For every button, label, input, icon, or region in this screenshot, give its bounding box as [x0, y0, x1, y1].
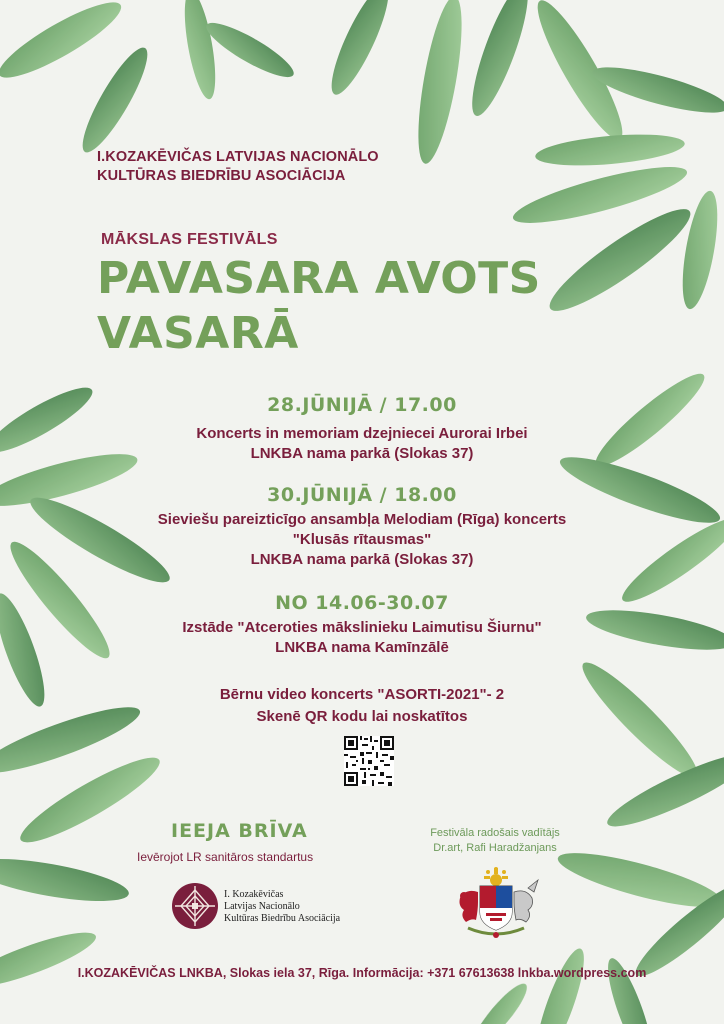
entry-subtitle: Ievērojot LR sanitāros standartus [137, 850, 314, 864]
festival-title-line1: PAVASARA AVOTS [97, 253, 541, 304]
festival-lead [410, 826, 580, 856]
logo-text-line3: Kultūras Biedrību Asociācija [224, 913, 341, 924]
video-concert [0, 684, 724, 728]
coat-of-arms-icon [448, 866, 544, 942]
event-line: Sieviešu pareizticīgo ansambļa Melodiam (Rīga) koncerts [157, 511, 567, 528]
festival-title-line2: VASARĀ [97, 308, 299, 359]
logo-text [224, 889, 340, 925]
organization-name [97, 148, 457, 186]
event-line: LNKBA nama Kamīnzālē [275, 639, 449, 656]
event-line: LNKBA nama parkā (Slokas 37) [250, 445, 474, 462]
event-date: NO 14.06-30.07 [275, 592, 449, 614]
event-line: LNKBA nama parkā (Slokas 37) [250, 551, 474, 568]
event-1 [0, 394, 724, 464]
event-line: "Klusās rītausmas" [292, 531, 432, 548]
event-date: 28.JŪNIJĀ / 17.00 [267, 394, 457, 416]
event-3 [0, 592, 724, 658]
event-date: 30.JŪNIJĀ / 18.00 [267, 484, 457, 506]
video-line2: Skenē QR kodu lai noskatītos [256, 708, 468, 725]
event-line: Izstāde "Atceroties mākslinieku Laimutisu Šiurnu" [182, 619, 542, 636]
entry-title: IEEJA BRĪVA [171, 820, 308, 842]
logo-text-line1: I. Kozakēvičas [224, 889, 284, 900]
festival-lead-line1: Festivāla radošais vadītājs [430, 827, 560, 839]
festival-title [97, 251, 557, 361]
qr-code[interactable] [344, 736, 394, 786]
video-line1: Bērnu video koncerts "ASORTI-2021"- 2 [219, 686, 505, 703]
logo-text-line2: Latvijas Nacionālo [224, 901, 300, 912]
event-2 [0, 484, 724, 570]
festival-kicker: MĀKSLAS FESTIVĀLS [101, 231, 278, 248]
footer-contact: I.KOZAKĒVIČAS LNKBA, Slokas iela 37, Rīga. Informācija: +371 67613638 lnkba.wordpress.com [77, 966, 647, 980]
festival-lead-line2: Dr.art, Rafi Haradžanjans [433, 842, 557, 854]
organization-line2: KULTŪRAS BIEDRĪBU ASOCIĀCIJA [97, 168, 346, 184]
event-line: Koncerts in memoriam dzejniecei Aurorai Irbei [196, 425, 528, 442]
lnkba-logo-icon [171, 882, 219, 930]
organization-line1: I.KOZAKĒVIČAS LATVIJAS NACIONĀLO [97, 149, 379, 165]
